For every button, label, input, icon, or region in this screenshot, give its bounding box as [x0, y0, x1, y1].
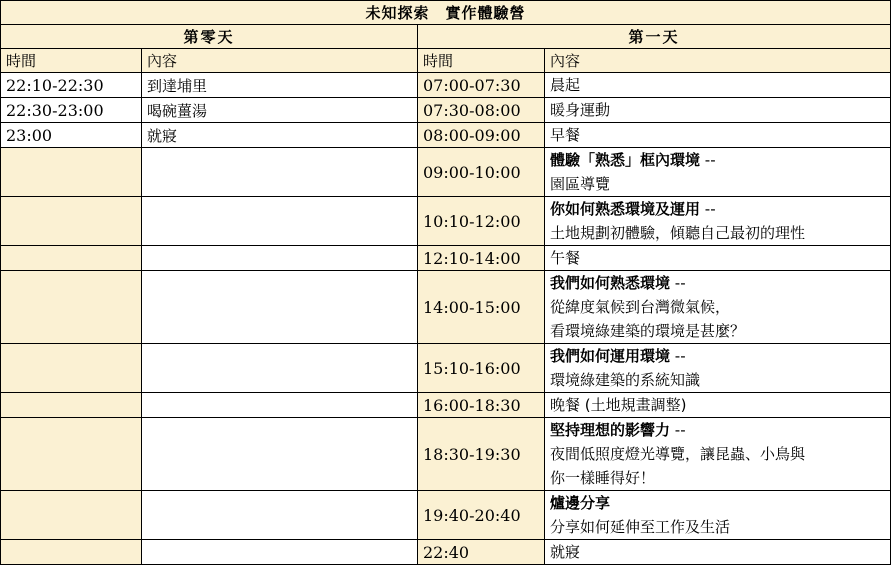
day1-activity: [545, 197, 891, 246]
activity-title-suffix: --: [670, 421, 686, 439]
table-row: [1, 98, 891, 123]
day0-empty-cell: [1, 271, 142, 344]
day1-time: 19:40-20:40: [418, 491, 545, 540]
day1-activity: [545, 344, 891, 393]
day1-time: 18:30-19:30: [418, 418, 545, 491]
activity-title: 堅持理想的影響力: [550, 421, 671, 439]
activity-line: 你一樣睡得好！: [550, 469, 656, 487]
day0-empty-cell: [1, 246, 142, 271]
activity-line: 夜間低照度燈光導覽，讓昆蟲、小鳥與: [550, 445, 806, 463]
day0-empty-cell: [1, 197, 142, 246]
day1-activity: [545, 418, 891, 491]
day1-activity: [545, 123, 891, 148]
activity-title-suffix: --: [670, 347, 686, 365]
day1-time: 16:00-18:30: [418, 393, 545, 418]
activity-line: 午餐: [550, 249, 581, 267]
day0-time: 22:30-23:00: [1, 98, 142, 123]
day0-activity: 到達埔里: [142, 73, 418, 98]
day0-empty-cell: [142, 197, 418, 246]
activity-line: 從緯度氣候到台灣微氣候，: [550, 298, 731, 316]
activity-title: 我們如何熟悉環境: [550, 274, 671, 292]
activity-line: 就寢: [550, 543, 581, 561]
day0-empty-cell: [1, 148, 142, 197]
activity-title: 我們如何運用環境: [550, 347, 671, 365]
table-row: [1, 344, 891, 393]
activity-line: 環境綠建築的系統知識: [550, 371, 701, 389]
table-row: [1, 540, 891, 565]
activity-line: 分享如何延伸至工作及生活: [550, 518, 731, 536]
day1-activity: [545, 491, 891, 540]
day1-time: 10:10-12:00: [418, 197, 545, 246]
table-row: [1, 123, 891, 148]
day1-time: 12:10-14:00: [418, 246, 545, 271]
table-row: [1, 491, 891, 540]
day0-label: 第零天: [1, 25, 418, 49]
day0-empty-cell: [142, 540, 418, 565]
day1-activity: [545, 73, 891, 98]
table-row: [1, 73, 891, 98]
day1-activity: [545, 540, 891, 565]
activity-line: 早餐: [550, 126, 581, 144]
schedule-title: 未知探索 實作體驗營: [1, 1, 891, 25]
day0-empty-cell: [1, 491, 142, 540]
day1-activity: [545, 148, 891, 197]
activity-line: 晨起: [550, 76, 581, 94]
activity-line: 晚餐 (土地規畫調整): [550, 396, 687, 414]
day1-activity: [545, 393, 891, 418]
day0-empty-cell: [142, 344, 418, 393]
day1-time: 22:40: [418, 540, 545, 565]
activity-line: 土地規劃初體驗，傾聽自己最初的理性: [550, 224, 806, 242]
day1-time: 07:00-07:30: [418, 73, 545, 98]
day0-empty-cell: [142, 271, 418, 344]
day1-activity: [545, 271, 891, 344]
activity-title-suffix: --: [700, 151, 716, 169]
table-row: [1, 271, 891, 344]
day0-empty-cell: [142, 246, 418, 271]
table-row: [1, 246, 891, 271]
day0-time: 23:00: [1, 123, 142, 148]
activity-line: 暖身運動: [550, 101, 611, 119]
day1-label: 第一天: [418, 25, 891, 49]
day0-activity: 就寢: [142, 123, 418, 148]
day1-time: 09:00-10:00: [418, 148, 545, 197]
day0-activity: 喝碗薑湯: [142, 98, 418, 123]
activity-title-suffix: --: [670, 274, 686, 292]
day0-content-header: 內容: [142, 49, 418, 73]
day0-empty-cell: [1, 540, 142, 565]
day1-content-header: 內容: [545, 49, 891, 73]
day0-empty-cell: [142, 491, 418, 540]
day1-time: 14:00-15:00: [418, 271, 545, 344]
activity-title: 你如何熟悉環境及運用: [550, 200, 701, 218]
activity-title: 體驗「熟悉」框內環境: [550, 151, 701, 169]
day0-empty-cell: [1, 393, 142, 418]
day1-activity: [545, 246, 891, 271]
day0-empty-cell: [1, 344, 142, 393]
activity-title-suffix: --: [700, 200, 716, 218]
activity-title: 爐邊分享: [550, 494, 611, 512]
day0-empty-cell: [1, 418, 142, 491]
day0-empty-cell: [142, 148, 418, 197]
activity-line: 看環境綠建築的環境是甚麼？: [550, 322, 746, 340]
day0-time: 22:10-22:30: [1, 73, 142, 98]
table-row: [1, 197, 891, 246]
day0-empty-cell: [142, 393, 418, 418]
day1-time-header: 時間: [418, 49, 545, 73]
table-row: [1, 418, 891, 491]
day1-time: 08:00-09:00: [418, 123, 545, 148]
day1-time: 07:30-08:00: [418, 98, 545, 123]
day1-activity: [545, 98, 891, 123]
day1-time: 15:10-16:00: [418, 344, 545, 393]
day0-time-header: 時間: [1, 49, 142, 73]
activity-line: 園區導覽: [550, 175, 611, 193]
table-row: [1, 148, 891, 197]
day0-empty-cell: [142, 418, 418, 491]
table-row: [1, 393, 891, 418]
